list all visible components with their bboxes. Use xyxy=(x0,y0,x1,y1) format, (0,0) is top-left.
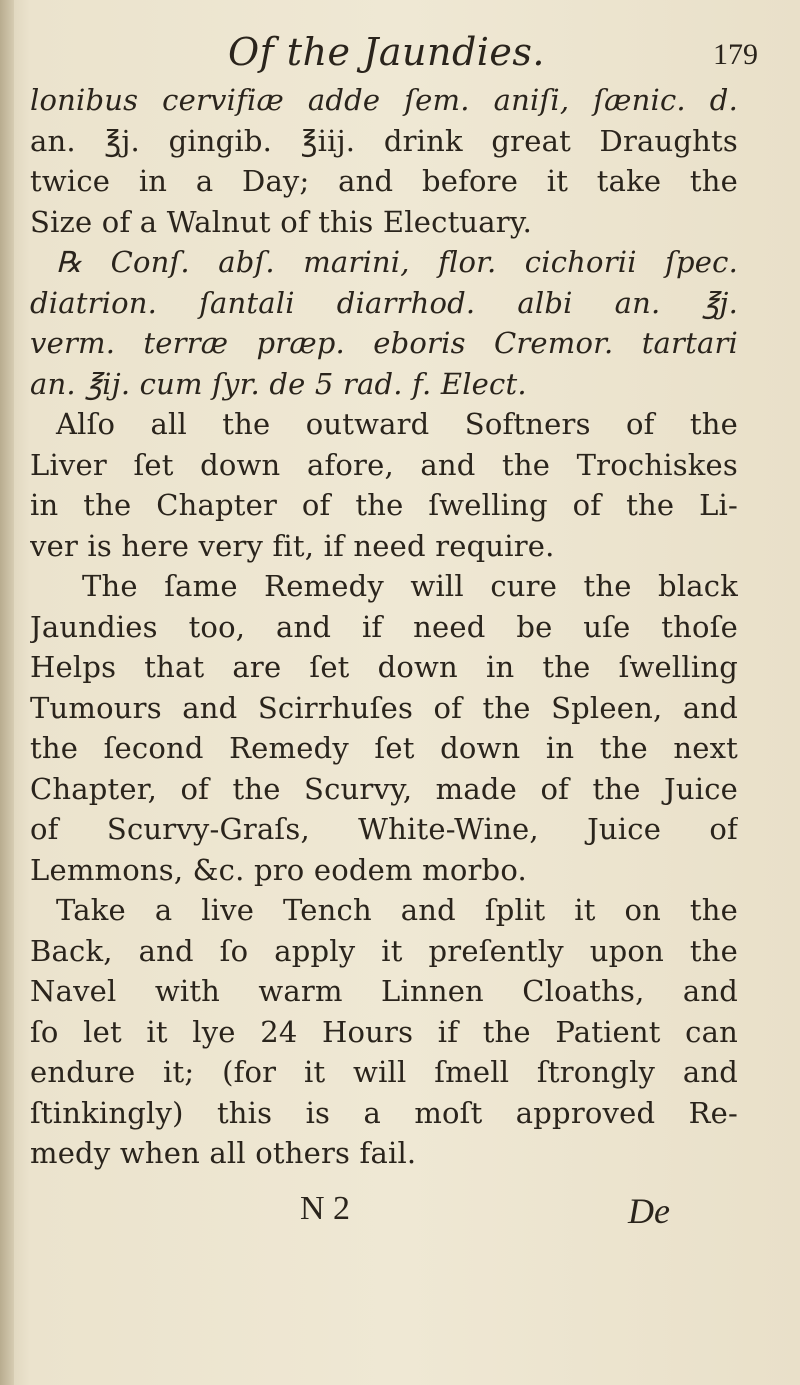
text-line: of Scurvy-Graſs, White-Wine, Juice of xyxy=(30,812,738,846)
text-line: Size of a Walnut of this Electuary. xyxy=(30,204,532,239)
text-line: the ſecond Remedy ſet down in the next xyxy=(30,731,738,765)
text-line: twice in a Day; and before it take the xyxy=(30,164,738,198)
text-line: Chapter, of the Scurvy, made of the Juice xyxy=(30,771,738,806)
text-line: endure it; (for it will ſmell ſtrongly and xyxy=(30,1055,738,1089)
text-line: an. ℥j. gingib. ℥iij. drink great Draughts xyxy=(30,123,738,158)
text-line: Lemmons, &c. pro eodem morbo. xyxy=(30,852,527,887)
text-line: an. ℥ij. cum ſyr. de 5 rad. f. Elect. xyxy=(30,366,527,401)
text-line: diatrion. ſantali diarrhod. albi an. ℥j. xyxy=(30,285,738,320)
text-line: Navel with warm Linnen Cloaths, and xyxy=(30,974,738,1008)
page-header xyxy=(0,18,800,78)
page-gutter xyxy=(0,0,14,1385)
text-line: The ſame Remedy will cure the black xyxy=(82,569,738,603)
text-line: Tumours and Scirrhuſes of the Spleen, and xyxy=(30,690,738,725)
page-number: 179 xyxy=(713,38,758,71)
text-line: lonibus cervifiæ adde ſem. aniſi, ſænic. d. xyxy=(30,83,738,117)
text-line: in the Chapter of the ſwelling of the Li- xyxy=(30,488,738,522)
text-line: ſtinkingly) this is a moſt approved Re- xyxy=(30,1095,738,1130)
text-line: Jaundies too, and if need be uſe thoſe xyxy=(30,609,738,644)
text-line: Back, and ſo apply it preſently upon the xyxy=(30,933,738,968)
text-line: Liver ſet down afore, and the Trochiskes xyxy=(30,447,738,482)
text-line: ver is here very fit, if need require. xyxy=(30,528,555,563)
text-line: Helps that are ſet down in the ſwelling xyxy=(30,650,738,684)
text-line: ſo let it lye 24 Hours if the Patient can xyxy=(30,1014,738,1049)
text-line: medy when all others fail. xyxy=(30,1136,417,1170)
signature-mark: N 2 xyxy=(300,1190,351,1227)
page-footer xyxy=(0,1190,800,1250)
text-line: ℞ Conſ. abſ. marini, flor. cichorii ſpec. xyxy=(56,245,738,279)
running-head: Of the Jaundies. xyxy=(228,30,545,74)
catchword: De xyxy=(628,1191,670,1231)
text-line: Take a live Tench and ſplit it on the xyxy=(56,893,738,927)
text-line: verm. terræ præp. eboris Cremor. tartari xyxy=(30,326,738,360)
text-line: Alſo all the outward Softners of the xyxy=(56,407,738,441)
body-text xyxy=(30,80,738,1174)
